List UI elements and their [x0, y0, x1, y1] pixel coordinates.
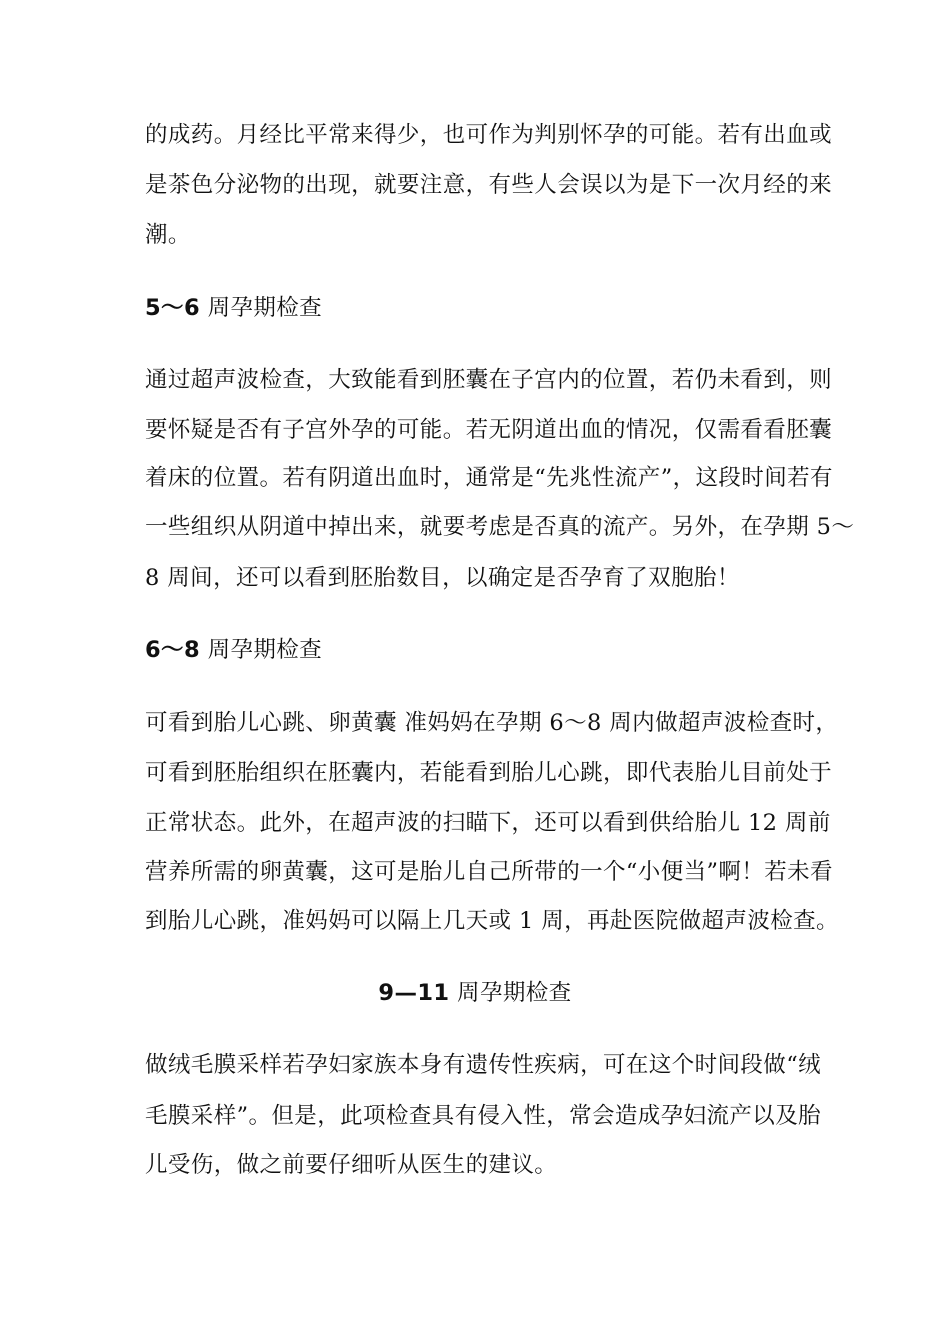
section2-heading	[145, 633, 810, 667]
section1-line-4: 一些组织从阴道中掉出来，就要考虑是否真的流产。另外，在孕期 5～	[145, 514, 855, 540]
para1-line-2: 是茶色分泌物的出现，就要注意，有些人会误以为是下一次月经的来	[145, 172, 833, 198]
section2-line-2: 可看到胚胎组织在胚囊内，若能看到胎儿心跳，即代表胎儿目前处于	[145, 760, 833, 786]
section3-line-1: 做绒毛膜采样若孕妇家族本身有遗传性疾病，可在这个时间段做“绒	[145, 1052, 822, 1078]
section2-line-5: 到胎儿心跳，准妈妈可以隔上几天或 1 周，再赴医院做超声波检查。	[145, 908, 839, 934]
section1-line-2: 要怀疑是否有子宫外孕的可能。若无阴道出血的情况，仅需看看胚囊	[145, 417, 833, 443]
para1-line-3: 潮。	[145, 222, 191, 248]
section3-heading-text: 周孕期检查	[449, 980, 572, 1006]
section1-line-1: 通过超声波检查，大致能看到胚囊在子宫内的位置，若仍未看到，则	[145, 367, 833, 393]
section1-heading-num: 5～6	[145, 295, 201, 321]
section2-line-3: 正常状态。此外，在超声波的扫瞄下，还可以看到供给胎儿 12 周前	[145, 810, 831, 836]
section3-heading-num: 9—11	[378, 980, 450, 1006]
section1-line-3: 着床的位置。若有阴道出血时，通常是“先兆性流产”，这段时间若有	[145, 465, 833, 491]
section3-line-3: 儿受伤，做之前要仔细听从医生的建议。	[145, 1152, 558, 1178]
section1-heading-text: 周孕期检查	[200, 295, 323, 321]
section3-heading	[0, 976, 950, 1010]
para1-line-1: 的成药。月经比平常来得少，也可作为判别怀孕的可能。若有出血或	[145, 122, 833, 148]
section1-heading	[145, 291, 810, 325]
section2-line-1: 可看到胎儿心跳、卵黄囊 准妈妈在孕期 6～8 周内做超声波检查时，	[145, 710, 839, 736]
section2-heading-num: 6～8	[145, 637, 201, 663]
section2-heading-text: 周孕期检查	[200, 637, 323, 663]
section1-line-5: 8 周间，还可以看到胚胎数目，以确定是否孕育了双胞胎！	[145, 565, 740, 591]
section3-line-2: 毛膜采样”。但是，此项检查具有侵入性，常会造成孕妇流产以及胎	[145, 1103, 822, 1129]
section2-line-4: 营养所需的卵黄囊，这可是胎儿自己所带的一个“小便当”啊！若未看	[145, 859, 833, 885]
